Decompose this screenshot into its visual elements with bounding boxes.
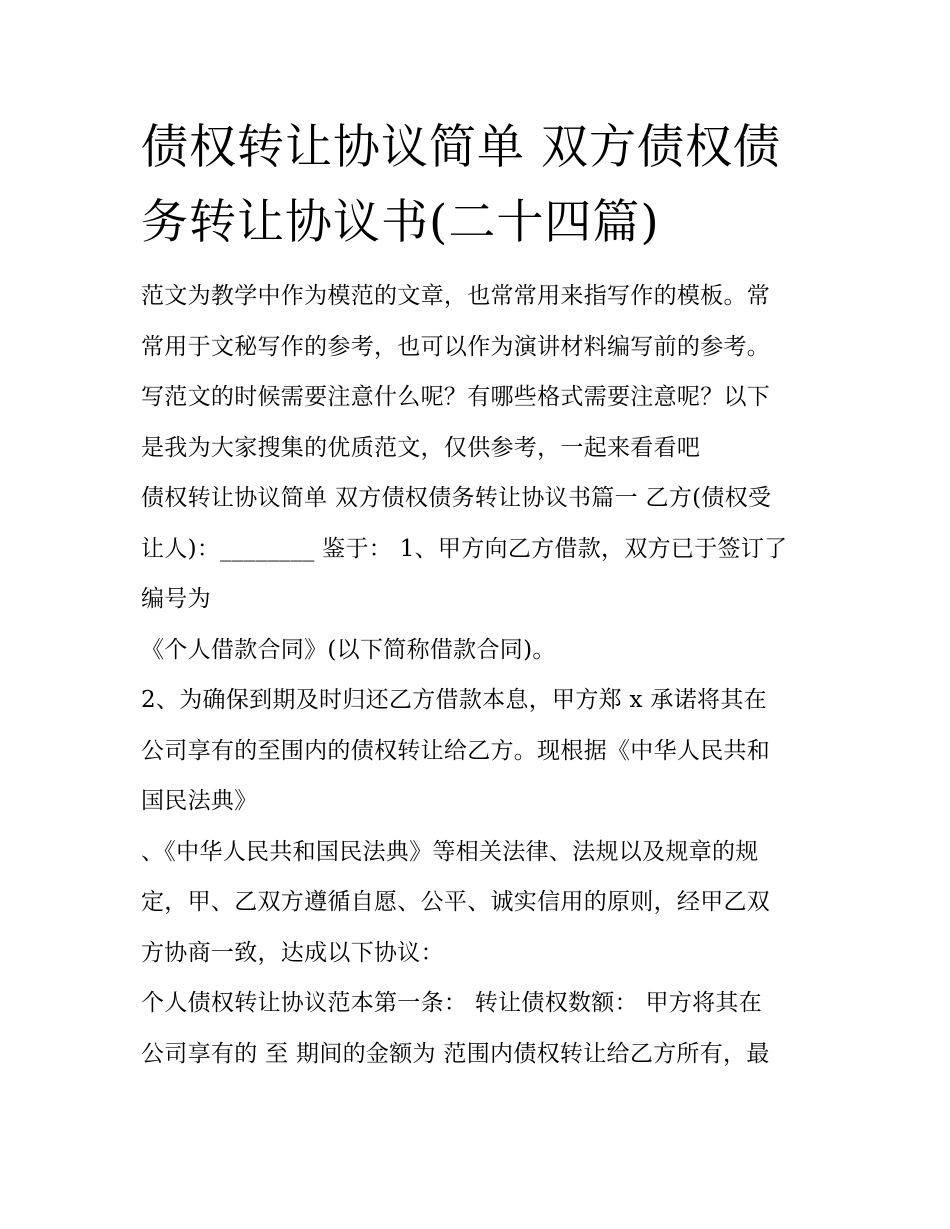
text-line: 编号为 — [141, 586, 211, 612]
text-line: 公司享有的 至 期间的金额为 范围内债权转让给乙方所有，最 — [141, 1040, 770, 1067]
paragraph-clause-2 — [141, 675, 821, 827]
text-line: 范文为教学中作为模范的文章，也常常用来指写作的模板。常 — [141, 283, 771, 309]
paragraph-article-1 — [141, 978, 821, 1079]
text-line: 公司享有的至围内的债权转让给乙方。现根据《中华人民共和 — [141, 737, 771, 764]
text-line: 方协商一致，达成以下协议： — [141, 939, 444, 966]
text-line: 2、为确保到期及时归还乙方借款本息，甲方郑 x 承诺将其在 — [141, 687, 767, 713]
paragraph-agreement-heading — [141, 473, 821, 625]
paragraph-intro — [141, 271, 821, 473]
document-title — [141, 110, 821, 260]
text-line: 定，甲、乙双方遵循自愿、公平、诚实信用的原则，经甲乙双 — [141, 889, 771, 915]
paragraph-loan-contract — [141, 625, 821, 676]
paragraph-legal-basis — [141, 827, 821, 979]
text-line: 写范文的时候需要注意什么呢？有哪些格式需要注意呢？以下 — [141, 384, 771, 410]
document-body — [141, 271, 821, 1079]
text-line: 债权转让协议简单 双方债权债务转让协议书篇一 乙方(债权受 — [141, 485, 772, 511]
title-line: 债权转让协议简单 双方债权债 — [141, 120, 781, 175]
text-line: 国民法典》 — [141, 788, 258, 814]
title-line: 务转让协议书(二十四篇) — [141, 195, 660, 250]
text-line: 个人债权转让协议范本第一条： 转让债权数额： 甲方将其在 — [141, 990, 763, 1016]
text-line: 是我为大家搜集的优质范文，仅供参考，一起来看看吧 — [141, 434, 701, 461]
text-line: 让人)：________ 鉴于： 1、甲方向乙方借款，双方已于签订了 — [141, 535, 788, 562]
text-line: 、《中华人民共和国民法典》等相关法律、法规以及规章的规 — [141, 838, 759, 865]
text-line: 《个人借款合同》(以下简称借款合同)。 — [141, 636, 556, 663]
document-page — [141, 110, 821, 1079]
text-line: 常用于文秘写作的参考，也可以作为演讲材料编写前的参考。 — [141, 333, 771, 360]
